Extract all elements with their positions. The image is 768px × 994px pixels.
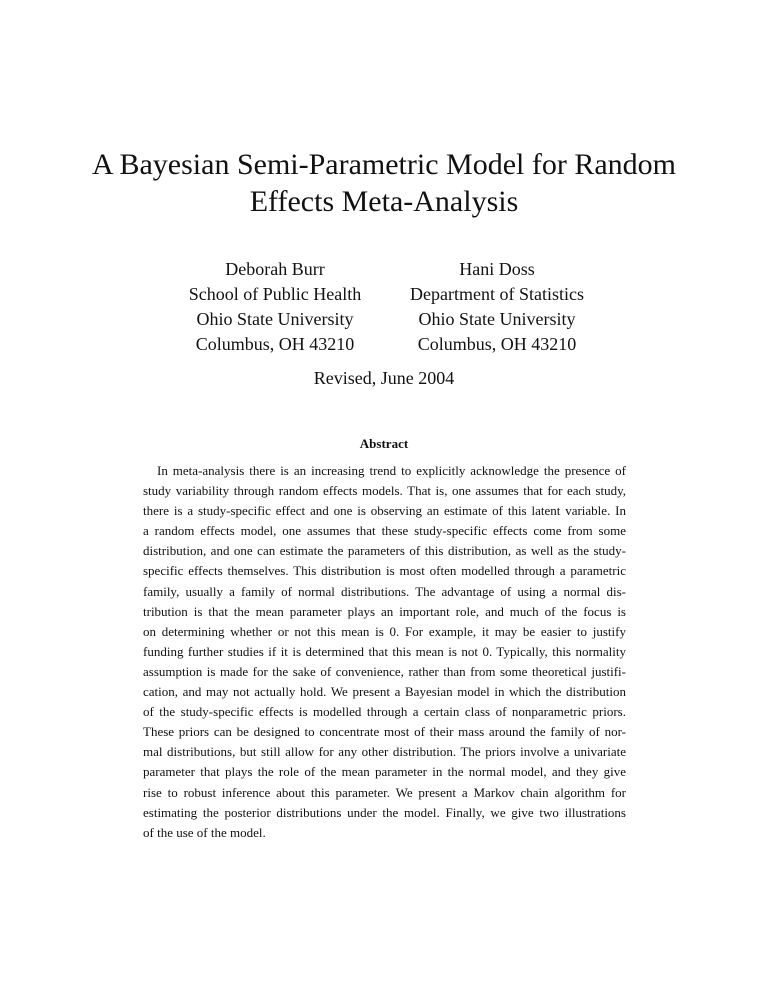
author-department: School of Public Health — [188, 284, 362, 304]
abstract-line: specific effects themselves. This distribution is most often modelled through a parametric — [143, 563, 626, 579]
author-name: Deborah Burr — [225, 259, 325, 279]
author-university: Ohio State University — [196, 309, 354, 329]
paper-title — [60, 146, 708, 220]
abstract-line: of the use of the model. — [143, 824, 266, 840]
abstract-line: of the study-specific effects is modelled through a certain class of nonparametric priors. — [143, 704, 626, 720]
author-name: Hani Doss — [459, 259, 535, 279]
abstract-line: on determining whether or not this mean is 0. For example, it may be easier to justify — [143, 623, 626, 639]
abstract-line: funding further studies if it is determined that this mean is not 0. Typically, this normality — [143, 643, 626, 659]
abstract-line: parameter that plays the role of the mean parameter in the normal model, and they give — [143, 764, 626, 780]
abstract-line: estimating the posterior distributions under the model. Finally, we give two illustrations — [143, 804, 626, 820]
abstract-line: rise to robust inference about this parameter. We present a Markov chain algorithm for — [143, 784, 626, 800]
author-block-burr — [175, 257, 375, 357]
abstract-line: a random effects model, one assumes that these study-specific effects come from some — [143, 523, 626, 539]
abstract-line: family, usually a family of normal distributions. The advantage of using a normal dis- — [143, 583, 626, 599]
abstract-line: mal distributions, but still allow for any other distribution. The priors involve a univariate — [143, 744, 626, 760]
abstract-line: there is a study-specific effect and one is observing an estimate of this latent variable. In — [143, 503, 626, 519]
abstract-line: cation, and may not actually hold. We present a Bayesian model in which the distribution — [143, 684, 626, 700]
title-line-2: Effects Meta-Analysis — [249, 185, 519, 218]
abstract-heading: Abstract — [359, 436, 409, 451]
title-line-1: A Bayesian Semi-Parametric Model for Random — [91, 148, 677, 181]
abstract-line: In meta-analysis there is an increasing trend to explicitly acknowledge the presence of — [157, 463, 626, 478]
abstract-line: assumption is made for the sake of convenience, rather than from some theoretical justifi- — [143, 663, 626, 679]
author-address: Columbus, OH 43210 — [195, 334, 355, 354]
abstract-line: tribution is that the mean parameter plays an important role, and much of the focus is — [143, 603, 626, 619]
author-department: Department of Statistics — [410, 284, 584, 304]
abstract-line: These priors can be designed to concentrate most of their mass around the family of nor- — [143, 724, 626, 740]
abstract-line: study variability through random effects models. That is, one assumes that for each study, — [143, 483, 626, 499]
abstract-line: distribution, and one can estimate the parameters of this distribution, as well as the study- — [143, 543, 626, 559]
author-address: Columbus, OH 43210 — [417, 334, 577, 354]
revision-date: Revised, June 2004 — [313, 368, 455, 388]
author-university: Ohio State University — [418, 309, 576, 329]
author-block-doss — [397, 257, 597, 357]
abstract-body — [143, 461, 626, 843]
